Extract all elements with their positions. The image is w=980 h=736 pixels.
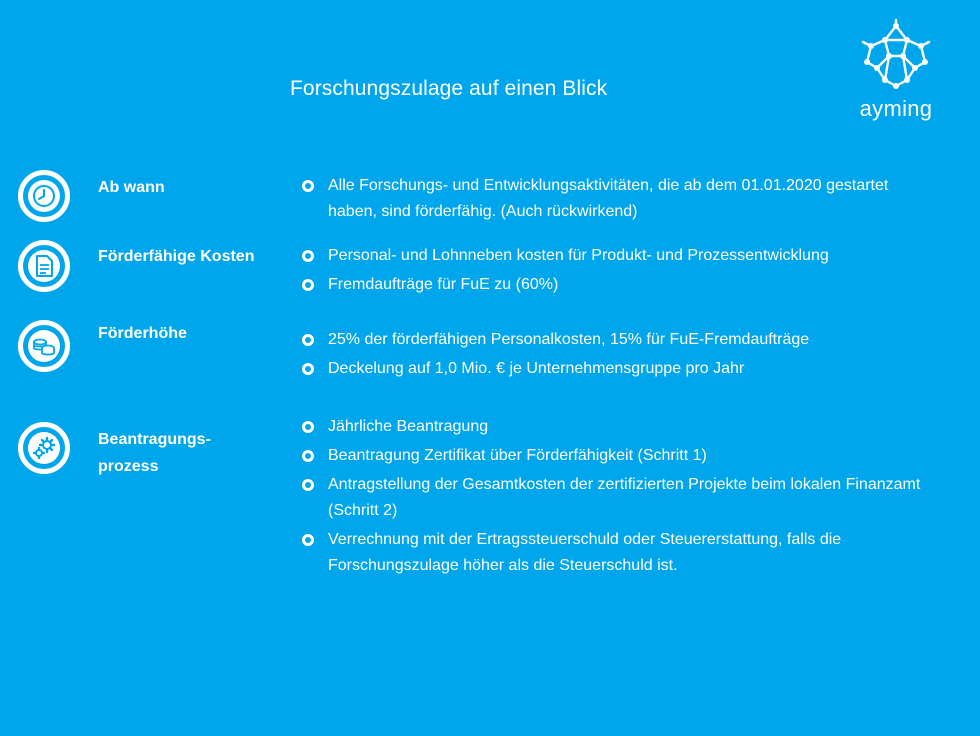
clock-icon-badge: [18, 170, 70, 222]
bullet-ring-icon: [302, 279, 314, 291]
bullet-ring-icon: [302, 450, 314, 462]
page-title: Forschungszulage auf einen Blick: [290, 77, 608, 100]
list-item: Fremdaufträge für FuE zu (60%): [300, 272, 930, 298]
list-item: 25% der förderfähigen Personalkosten, 15% für FuE-Fremdaufträge: [300, 327, 930, 353]
coins-icon-badge: [18, 320, 70, 372]
bullet-list: [300, 173, 930, 228]
section-label-line2: prozess: [98, 458, 159, 475]
section-label: Ab wann: [98, 179, 165, 196]
bullet-list: [300, 243, 930, 301]
list-item: Verrechnung mit der Ertragssteuerschuld oder Steuererstattung, falls die Forschungszulage höher als die Steuerschuld ist.: [300, 527, 930, 579]
clock-icon: [31, 183, 57, 209]
bullet-ring-icon: [302, 363, 314, 375]
list-item: Jährliche Beantragung: [300, 414, 930, 440]
bullet-list: [300, 327, 930, 385]
list-item: Alle Forschungs- und Entwicklungsaktivitäten, die ab dem 01.01.2020 gestartet haben, sind förderfähig. (Auch rückwirkend): [300, 173, 930, 225]
gears-icon: [31, 435, 57, 461]
document-icon: [33, 254, 55, 278]
section-label-line1: Beantragungs-: [98, 431, 211, 448]
coins-icon: [31, 334, 57, 358]
list-item: Antragstellung der Gesamtkosten der zertifizierten Projekte beim lokalen Finanzamt (Schritt 2): [300, 472, 930, 524]
bullet-ring-icon: [302, 534, 314, 546]
section-label: [98, 426, 278, 480]
bullet-ring-icon: [302, 421, 314, 433]
bullet-ring-icon: [302, 479, 314, 491]
bullet-list: [300, 414, 930, 582]
bullet-ring-icon: [302, 180, 314, 192]
ayming-logo: [846, 18, 946, 130]
list-item: Deckelung auf 1,0 Mio. € je Unternehmensgruppe pro Jahr: [300, 356, 930, 382]
document-icon-badge: [18, 240, 70, 292]
network-logo-icon: [859, 18, 933, 92]
section-label: Förderfähige Kosten: [98, 248, 255, 265]
section-label: Förderhöhe: [98, 325, 187, 342]
logo-wordmark: ayming: [859, 96, 933, 121]
list-item: Beantragung Zertifikat über Förderfähigkeit (Schritt 1): [300, 443, 930, 469]
list-item: Personal- und Lohnneben kosten für Produkt- und Prozessentwicklung: [300, 243, 930, 269]
bullet-ring-icon: [302, 250, 314, 262]
gears-icon-badge: [18, 422, 70, 474]
bullet-ring-icon: [302, 334, 314, 346]
